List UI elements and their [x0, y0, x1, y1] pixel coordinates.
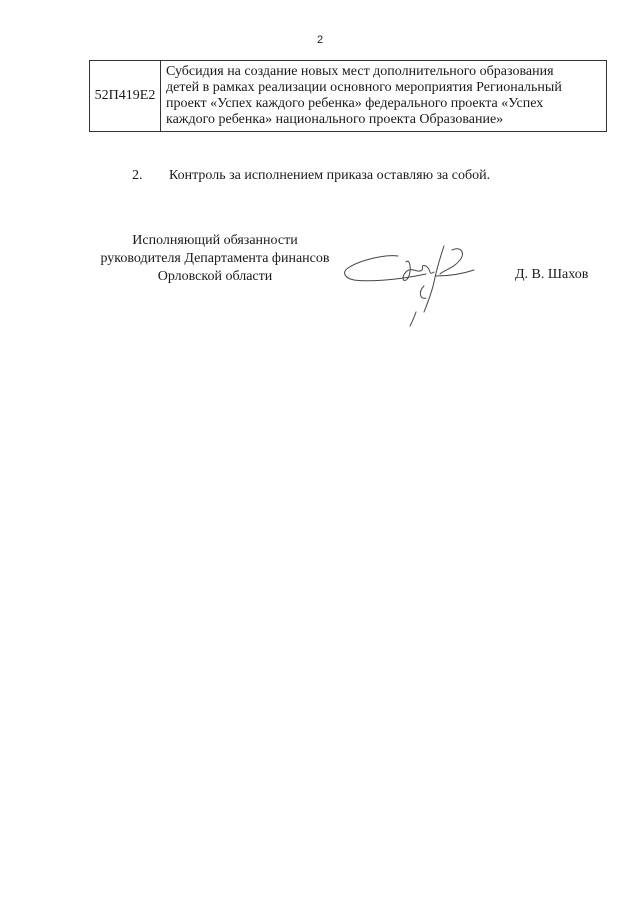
budget-code-table: [89, 60, 607, 132]
paragraph-number: 2.: [132, 168, 143, 183]
position-line: руководителя Департамента финансов: [100, 251, 330, 266]
page-number: 2: [316, 34, 324, 46]
description-line: каждого ребенка» национального проекта Образование»: [166, 112, 504, 127]
description-line: Субсидия на создание новых мест дополнительного образования: [166, 64, 554, 79]
position-line: Исполняющий обязанности: [132, 233, 298, 248]
handwritten-signature: [340, 240, 490, 330]
description-line: проект «Успех каждого ребенка» федерального проекта «Успех: [166, 96, 544, 111]
paragraph-text: Контроль за исполнением приказа оставляю за собой.: [169, 168, 491, 183]
signatory-position: [80, 232, 350, 286]
table-row: [90, 61, 607, 132]
signer-name: Д. В. Шахов: [515, 267, 589, 282]
paragraph-2: [132, 168, 490, 184]
budget-code-cell: 52П419Е2: [90, 61, 161, 132]
description-cell: [161, 61, 607, 132]
position-line: Орловской области: [157, 269, 273, 284]
description-line: детей в рамках реализации основного мероприятия Региональный: [166, 80, 562, 95]
